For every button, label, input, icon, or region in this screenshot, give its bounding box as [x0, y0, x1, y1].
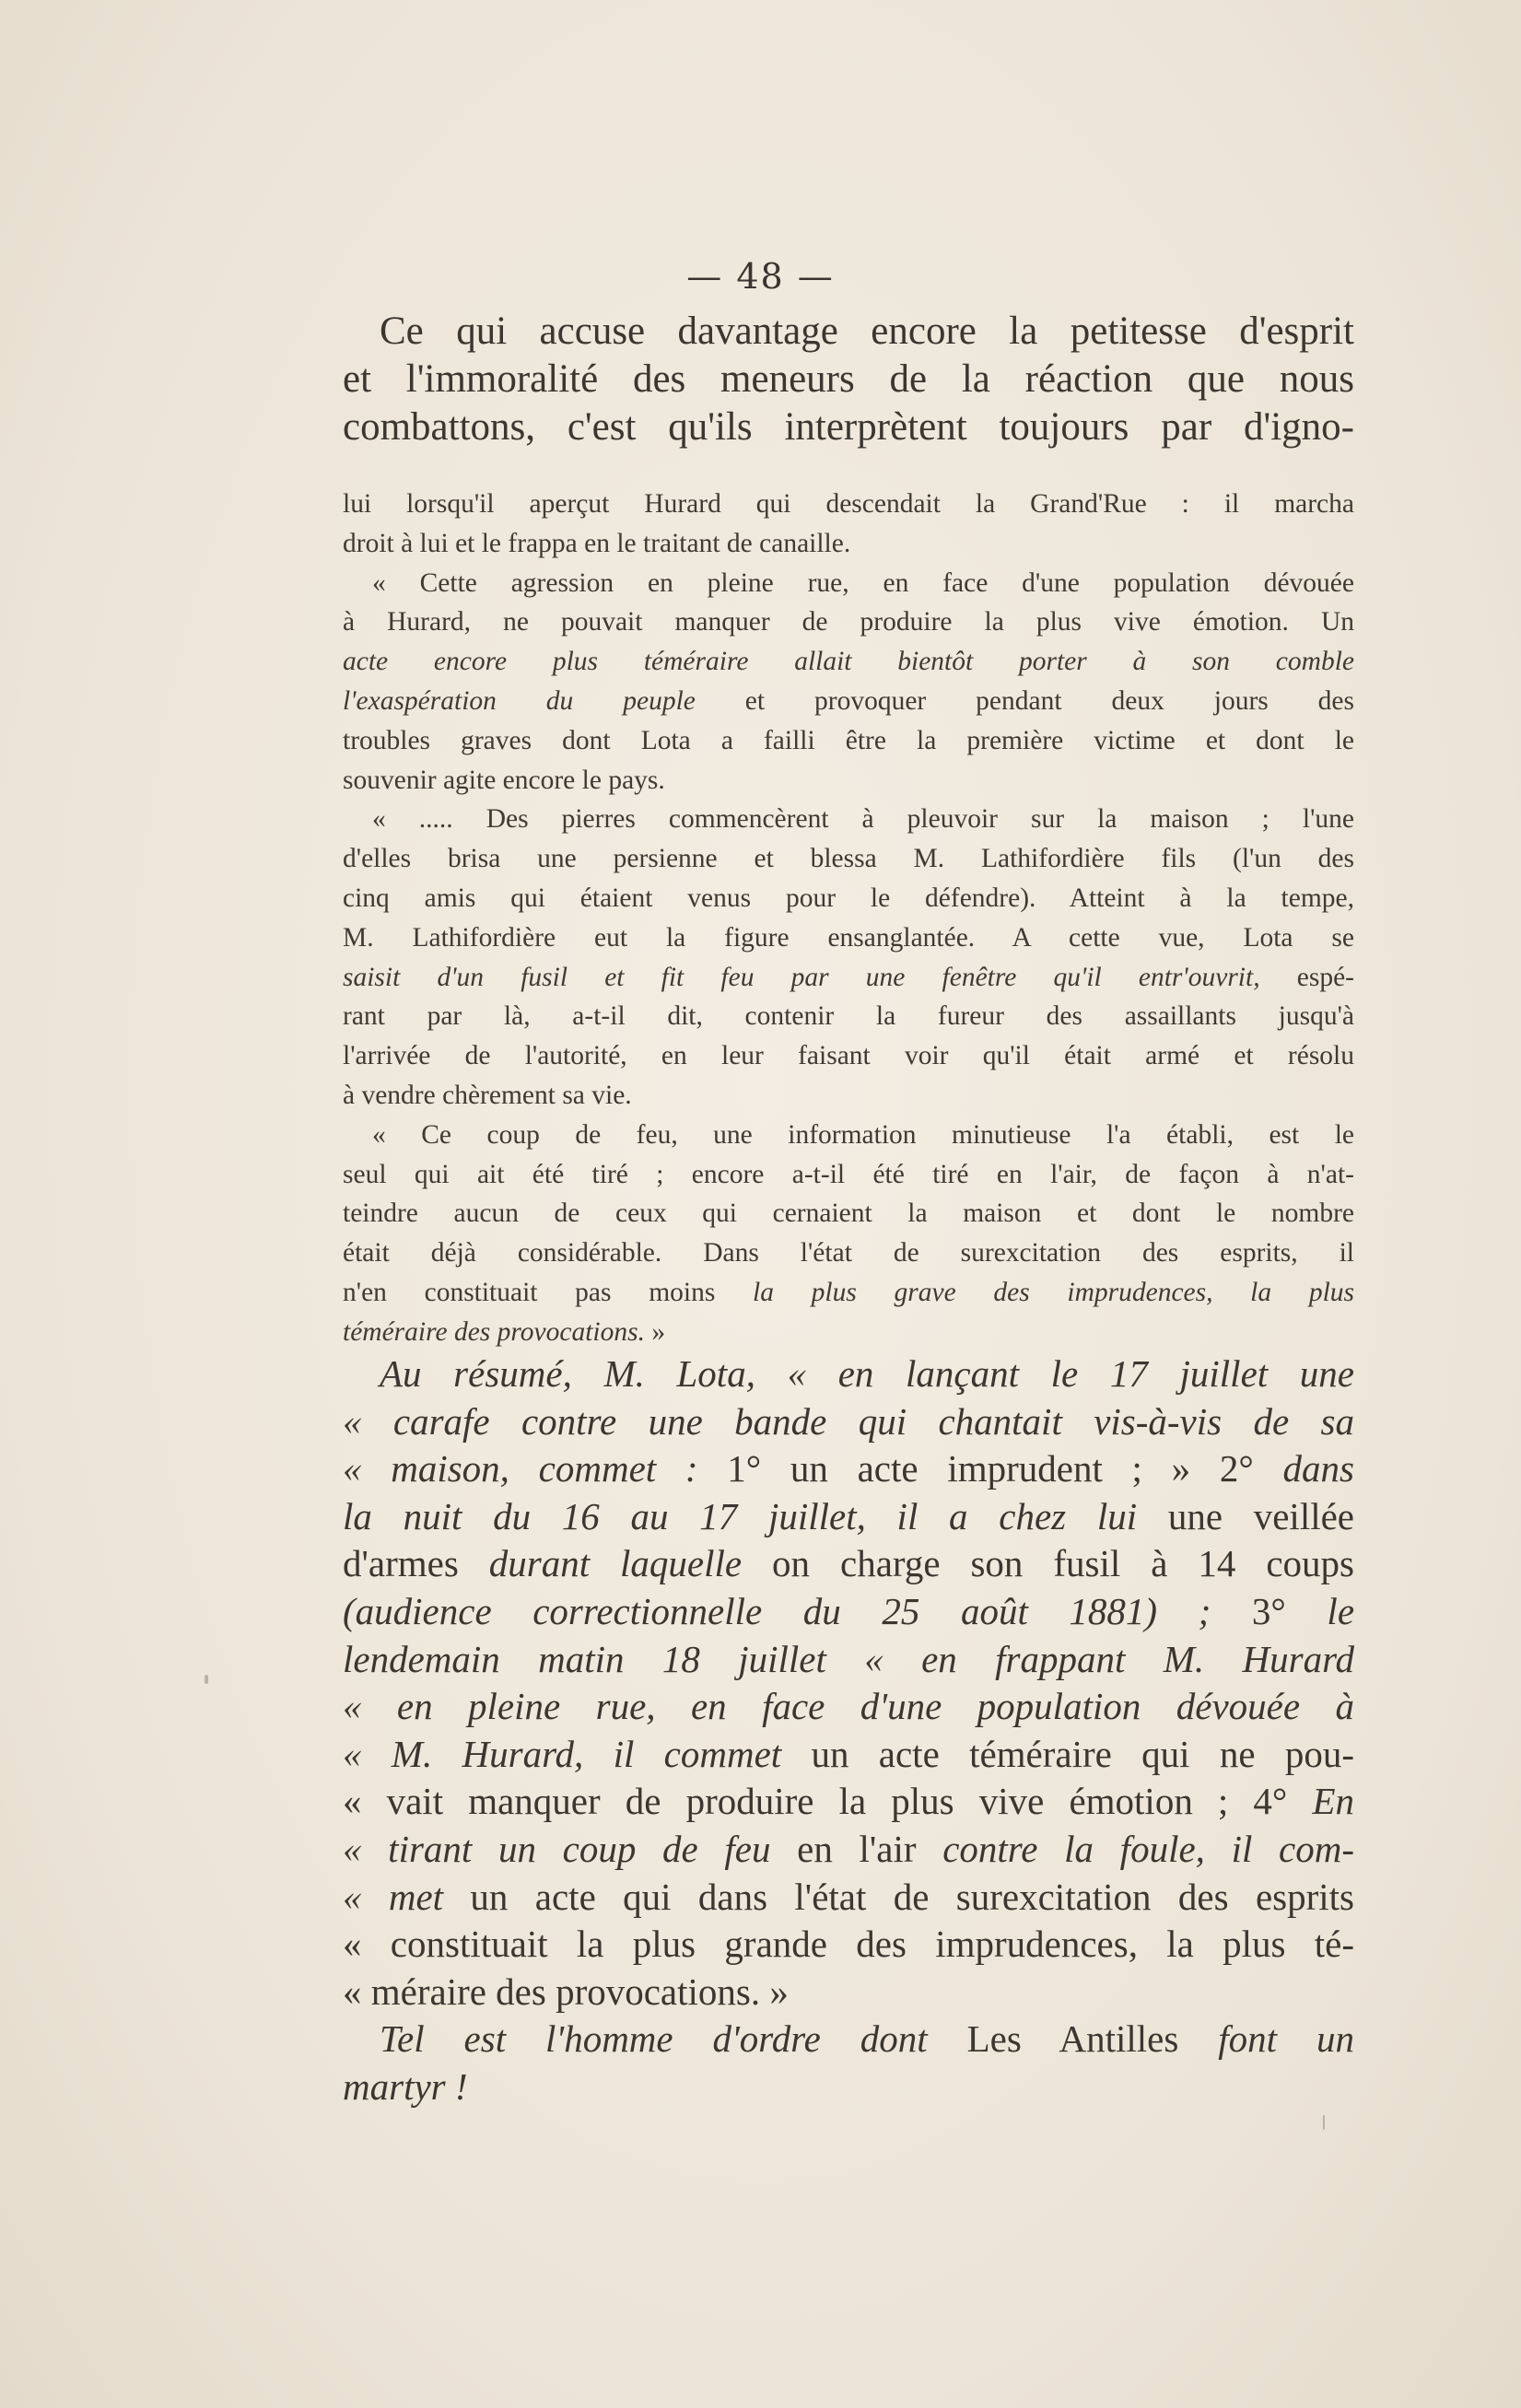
quote-line: souvenir agite encore le pays.	[343, 765, 665, 795]
paper-blemish	[1323, 2115, 1325, 2130]
quote-text: »	[645, 1316, 666, 1347]
summary-text: 1° un acte imprudent ; » 2°	[727, 1447, 1283, 1490]
quote-italic: l'exaspération du peuple	[343, 685, 696, 716]
summary-line: « constituait la plus grande des imprudences, la plus té-	[343, 1923, 1354, 1966]
paper-blemish	[205, 1675, 208, 1684]
summary-italic: dans	[1282, 1447, 1354, 1490]
quote-line: seul qui ait été tiré ; encore a-t-il été tiré en l'air, de façon à n'at-	[343, 1159, 1354, 1189]
summary-italic: « maison, commet :	[343, 1447, 728, 1490]
quote-line: droit à lui et le frappa en le traitant de canaille.	[343, 528, 851, 558]
quote-italic: la plus grave des imprudences, la plus	[753, 1277, 1354, 1307]
summary-line: « méraire des provocations. »	[343, 1970, 789, 2013]
quote-line: était déjà considérable. Dans l'état de surexcitation des esprits, il	[343, 1238, 1354, 1268]
quote-line: lui lorsqu'il aperçut Hurard qui descendait la Grand'Rue : il marcha	[343, 489, 1354, 519]
intro-paragraph	[343, 308, 1354, 451]
summary-italic: « met	[343, 1875, 444, 1918]
summary-italic: durant laquelle	[488, 1542, 743, 1585]
intro-line: et l'immoralité des meneurs de la réaction que nous	[343, 357, 1354, 401]
intro-line: combattons, c'est qu'ils interprètent toujours par d'igno-	[343, 405, 1354, 449]
summary-line: lendemain matin 18 juillet « en frappant M. Hurard	[343, 1637, 1354, 1680]
quote-line: teindre aucun de ceux qui cernaient la maison et dont le nombre	[343, 1198, 1354, 1229]
summary-italic: « M. Hurard, il commet	[343, 1732, 782, 1775]
quote-line	[343, 958, 1354, 998]
quote-line: « Ce coup de feu, une information minutieuse l'a établi, est le	[372, 1119, 1354, 1150]
summary-italic: « tirant un coup de feu	[343, 1827, 771, 1870]
quote-line: l'arrivée de l'autorité, en leur faisant voir qu'il était armé et résolu	[343, 1041, 1354, 1071]
quote-text: et provoquer pendant deux jours des	[695, 685, 1354, 716]
summary-line	[343, 1588, 1354, 1636]
quote-line: acte encore plus téméraire allait bientôt porter à son comble	[343, 647, 1354, 677]
summary-line: martyr !	[343, 2064, 468, 2108]
quote-line: troubles graves dont Lota a failli être la première victime et dont le	[343, 725, 1354, 755]
quoted-passage	[343, 485, 1354, 1352]
quote-line: rant par là, a-t-il dit, contenir la fureur des assaillants jusqu'à	[343, 1001, 1354, 1032]
summary-text: un acte téméraire qui ne pou-	[781, 1732, 1354, 1775]
quote-italic: téméraire des provocations.	[343, 1316, 645, 1347]
summary-italic: font un	[1178, 2017, 1354, 2061]
summary-text: une veillée	[1137, 1494, 1354, 1537]
summary-text: un acte qui dans l'état de surexcitation des esprits	[443, 1875, 1354, 1918]
summary-italic: En	[1312, 1780, 1354, 1823]
quote-line: à vendre chèrement sa vie.	[343, 1080, 632, 1110]
quote-line: cinq amis qui étaient venus pour le défendre). Atteint à la tempe,	[343, 883, 1354, 913]
summary-line	[343, 2016, 1354, 2063]
summary-line	[343, 1874, 1354, 1922]
quote-line: « Cette agression en pleine rue, en face d'une population dévouée	[372, 567, 1354, 598]
summary-line	[343, 1493, 1354, 1541]
quote-line	[343, 1273, 1354, 1313]
summary-italic: la nuit du 16 au 17 juillet, il a chez lui	[343, 1494, 1138, 1537]
summary-text: d'armes	[343, 1542, 489, 1585]
summary-line	[343, 1778, 1354, 1826]
quote-line	[343, 682, 1354, 721]
quote-line: à Hurard, ne pouvait manquer de produire la plus vive émotion. Un	[343, 607, 1354, 637]
summary-italic: le	[1327, 1589, 1355, 1632]
summary-line	[343, 1731, 1354, 1779]
quote-italic: saisit d'un fusil et fit feu par une fenêtre qu'il entr'ouvrit,	[343, 962, 1260, 992]
summary-line	[343, 1445, 1354, 1493]
summary-line: Au résumé, M. Lota, « en lançant le 17 juillet une	[380, 1352, 1354, 1395]
summary-text: Les Antilles	[966, 2017, 1179, 2061]
summary-text: on charge son fusil à 14 coups	[742, 1542, 1354, 1585]
quote-line: « ..... Des pierres commencèrent à pleuvoir sur la maison ; l'une	[372, 804, 1354, 835]
summary-text: en l'air	[770, 1827, 943, 1870]
intro-line: Ce qui accuse davantage encore la petitesse d'esprit	[380, 310, 1354, 353]
summary-italic: contre la foule, il com-	[942, 1827, 1354, 1870]
summary-text: « vait manquer de produire la plus vive émotion ; 4°	[343, 1780, 1313, 1823]
summary-italic: (audience correctionnelle du 25 août 1881) ;	[343, 1589, 1252, 1632]
summary-line: « carafe contre une bande qui chantait vis-à-vis de sa	[343, 1399, 1354, 1443]
summary-line	[343, 1540, 1354, 1588]
summary-paragraph	[343, 1350, 1354, 2111]
quote-line: d'elles brisa une persienne et blessa M. Lathifordière fils (l'un des	[343, 844, 1354, 874]
summary-line: « en pleine rue, en face d'une population dévouée à	[343, 1685, 1354, 1728]
summary-line	[343, 1826, 1354, 1874]
quote-text: n'en constituait pas moins	[343, 1277, 754, 1307]
quote-text: espé-	[1259, 962, 1354, 992]
summary-italic: Tel est l'homme d'ordre dont	[380, 2017, 967, 2061]
page-number: — 48 —	[686, 256, 835, 297]
quote-line	[343, 1313, 1354, 1352]
summary-text: 3°	[1251, 1589, 1328, 1632]
quote-line: M. Lathifordière eut la figure ensanglantée. A cette vue, Lota se	[343, 922, 1354, 953]
